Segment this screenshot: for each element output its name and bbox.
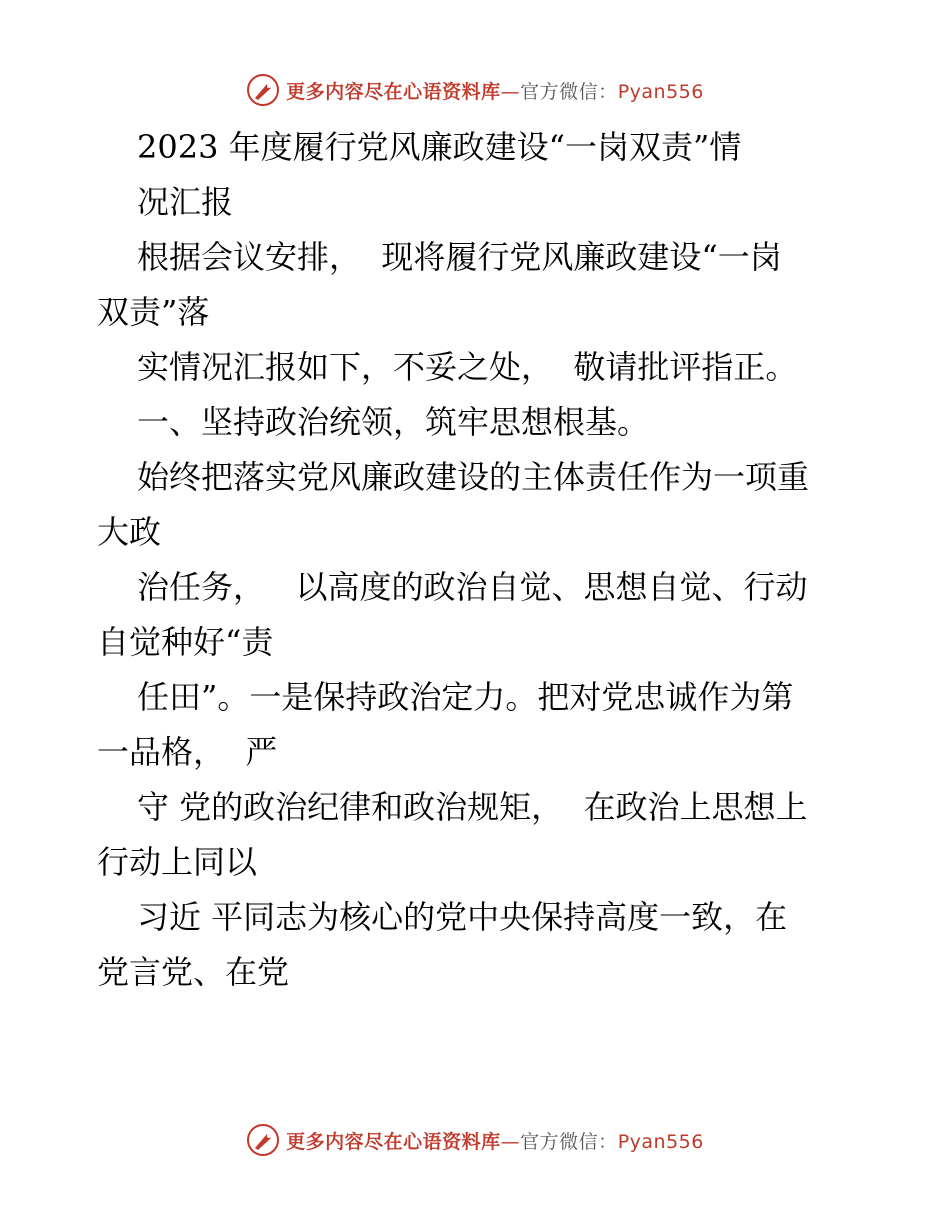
document-line: 习近 平同志为核心的党中央保持高度一致，在 — [137, 898, 788, 936]
watermark-label: 官方微信： — [520, 80, 618, 103]
document-line: 党言党、在党 — [97, 953, 290, 991]
watermark-dash: — — [500, 1130, 521, 1153]
document-line: 况汇报 — [137, 183, 234, 221]
document-line: 治任务， 以高度的政治自觉、思想自觉、行动 — [137, 568, 808, 606]
document-line: 行动上同以 — [97, 843, 258, 881]
document-line: 双责”落 — [97, 293, 210, 331]
document-line: 根据会议安排， 现将履行党风廉政建设“一岗 — [137, 238, 782, 276]
pen-nib-logo-icon — [246, 1123, 280, 1157]
watermark-brand: 更多内容尽在心语资料库 — [286, 80, 501, 103]
document-line: 一、坚持政治统领，筑牢思想根基。 — [137, 403, 650, 441]
document-body — [97, 120, 857, 1000]
document-line: 一品格， 严 — [97, 733, 278, 771]
document-line: 2023 年度履行党风廉政建设“一岗双责”情 — [137, 128, 742, 166]
document-line: 始终把落实党风廉政建设的主体责任作为一项重 — [137, 458, 810, 496]
document-line: 守 党的政治纪律和政治规矩， 在政治上思想上 — [137, 788, 808, 826]
document-line: 自觉种好“责 — [97, 623, 274, 661]
pen-nib-logo-icon — [246, 73, 280, 107]
watermark-wechat-id: Pyan556 — [617, 80, 704, 103]
footer-watermark — [0, 1120, 950, 1160]
document-line: 大政 — [97, 513, 162, 551]
document-line: 任田”。一是保持政治定力。把对党忠诚作为第 — [137, 678, 794, 716]
watermark-wechat-id: Pyan556 — [617, 1130, 704, 1153]
header-watermark — [0, 70, 950, 110]
watermark-text — [286, 1127, 704, 1154]
watermark-label: 官方微信： — [520, 1130, 618, 1153]
watermark-dash: — — [500, 80, 521, 103]
watermark-brand: 更多内容尽在心语资料库 — [286, 1130, 501, 1153]
watermark-text — [286, 77, 704, 104]
document-line: 实情况汇报如下，不妥之处， 敬请批评指正。 — [137, 348, 798, 386]
